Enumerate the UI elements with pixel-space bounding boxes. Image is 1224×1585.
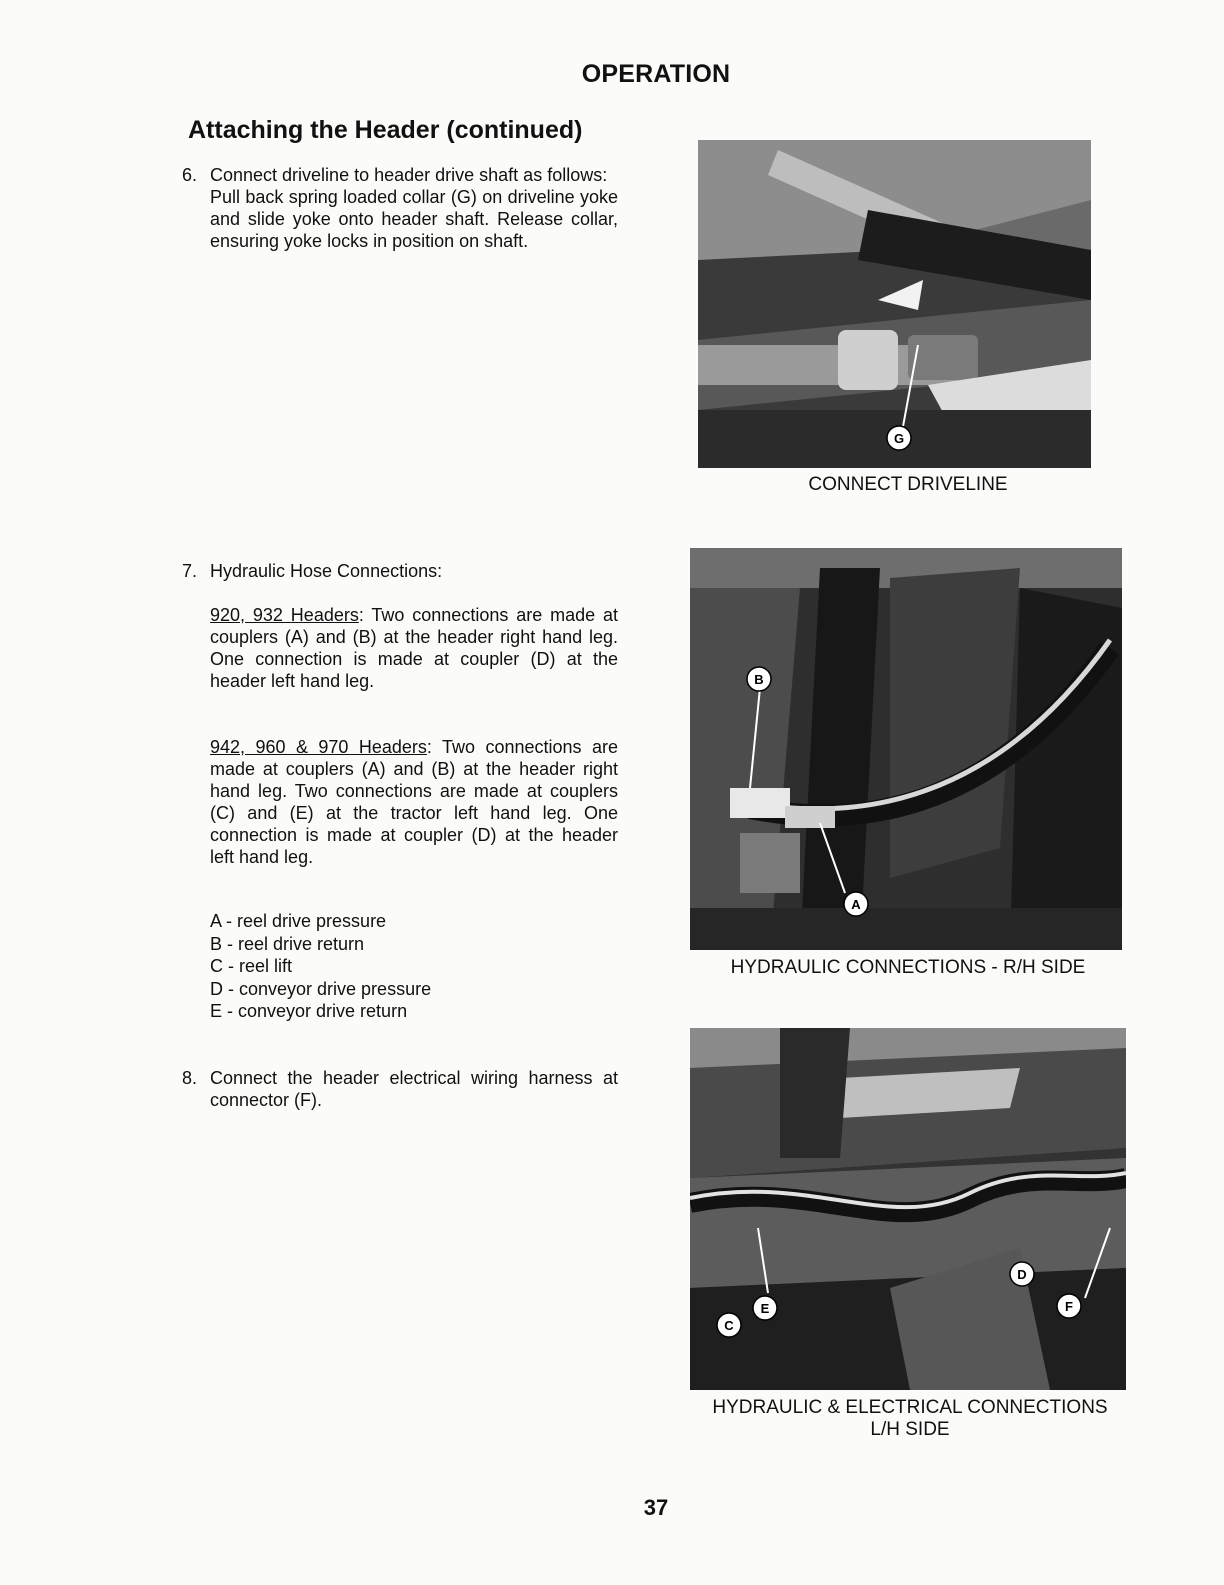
figure-caption: HYDRAULIC CONNECTIONS - R/H SIDE xyxy=(730,957,1086,978)
step-7-intro: Hydraulic Hose Connections: xyxy=(210,561,443,581)
hydraulic-rh-photo xyxy=(690,548,1122,950)
callout-e xyxy=(751,1294,779,1322)
step-7 xyxy=(182,560,622,890)
callout-label: E xyxy=(760,1301,770,1316)
callout-c xyxy=(715,1311,743,1339)
caption-line: HYDRAULIC & ELECTRICAL CONNECTIONS xyxy=(712,1397,1108,1418)
callout-label: A xyxy=(851,897,861,912)
section-title: OPERATION xyxy=(581,60,731,88)
figure-caption xyxy=(690,1397,1130,1441)
step-8 xyxy=(182,1067,622,1117)
legend-item: D - conveyor drive pressure xyxy=(210,978,432,999)
step-6-line1: Connect driveline to header drive shaft as follows: xyxy=(210,165,608,185)
step-number: 8. xyxy=(182,1068,198,1088)
para-text: : Two connections are made at couplers (A) and (B) at the header right hand leg. Two connections are made at couplers (C) and (E) at the tractor left hand leg. One connection is made at coupler (D) at the header left hand leg. xyxy=(210,737,618,867)
callout-label: B xyxy=(754,672,764,687)
callout-label: F xyxy=(1065,1299,1073,1314)
callout-label: G xyxy=(893,431,905,446)
step-6-line2: Pull back spring loaded collar (G) on driveline yoke and slide yoke onto header shaft. Release collar, ensuring yoke locks in position on shaft. xyxy=(210,187,618,251)
step-number: 6. xyxy=(182,165,198,185)
legend-item: B - reel drive return xyxy=(210,933,365,954)
callout-b xyxy=(745,665,773,693)
callout-g xyxy=(885,424,913,452)
model-label: 942, 960 & 970 Headers xyxy=(210,737,427,757)
callout-a xyxy=(842,890,870,918)
callout-f xyxy=(1055,1292,1083,1320)
caption-line: L/H SIDE xyxy=(870,1419,950,1440)
para-text: : Two connections are made at couplers (A) and (B) at the header right hand leg. One connection is made at coupler (D) at the header left hand leg. xyxy=(210,605,618,691)
coupler-legend xyxy=(210,910,610,1023)
legend-item: E - conveyor drive return xyxy=(210,1001,408,1021)
legend-item: C - reel lift xyxy=(210,956,293,976)
page-number: 37 xyxy=(643,1495,669,1520)
model-label: 920, 932 Headers xyxy=(210,605,359,625)
legend-item: A - reel drive pressure xyxy=(210,911,387,931)
step-number: 7. xyxy=(182,561,198,581)
step-6 xyxy=(182,164,622,304)
figure-caption: CONNECT DRIVELINE xyxy=(808,474,1008,495)
callout-d xyxy=(1008,1260,1036,1288)
step-8-text: Connect the header electrical wiring harness at connector (F). xyxy=(210,1068,618,1110)
callout-label: D xyxy=(1017,1267,1027,1282)
step-7-para-942 xyxy=(210,736,618,868)
step-7-para-920 xyxy=(210,604,618,692)
callout-label: C xyxy=(724,1318,734,1333)
driveline-photo xyxy=(698,140,1091,468)
page-subtitle: Attaching the Header (continued) xyxy=(188,116,583,144)
hydraulic-lh-photo xyxy=(690,1028,1126,1390)
